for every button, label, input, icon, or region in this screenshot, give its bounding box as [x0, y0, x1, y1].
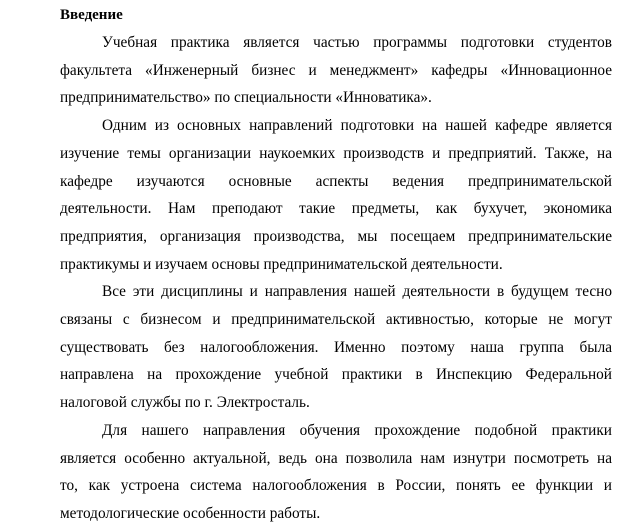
section-heading: Введение [60, 7, 123, 23]
paragraph-taxation [60, 278, 612, 417]
paragraph-department-focus [60, 112, 612, 278]
paragraph-line: связаны с бизнесом и предпринимательской активностью, которые не могут [60, 311, 612, 329]
paragraph-line: предприятия, организация производства, мы посещаем предпринимательские [60, 227, 612, 245]
paragraph-line: налоговой службы по г. Электросталь. [60, 394, 310, 412]
paragraph-line: деятельности. Нам преподают такие предметы, как бухучет, экономика [60, 200, 612, 218]
paragraph-line: то, как устроена система налогообложения в России, понять ее функции и [60, 477, 612, 495]
paragraph-line: Все эти дисциплины и направления нашей деятельности в будущем тесно [102, 283, 612, 301]
paragraph-line: Учебная практика является частью программы подготовки студентов [102, 34, 612, 51]
document-page [60, 5, 612, 528]
paragraph-line: Одним из основных направлений подготовки на нашей кафедре является [102, 117, 612, 135]
paragraph-line: направлена на прохождение учебной практики в Инспекцию Федеральной [60, 366, 612, 384]
paragraph-line: факультета «Инженерный бизнес и менеджмент» кафедры «Инновационное [60, 61, 612, 79]
paragraph-line: является особенно актуальной, ведь она позволила нам изнутри посмотреть на [60, 449, 612, 467]
paragraph-line: кафедре изучаются основные аспекты ведения предпринимательской [60, 172, 612, 190]
paragraph-line: Для нашего направления обучения прохождение подобной практики [102, 421, 612, 439]
paragraph-line: практикумы и изучаем основы предпринимательской деятельности. [60, 255, 503, 273]
paragraph-intro [60, 29, 612, 112]
paragraph-line: методологические особенности работы. [60, 504, 321, 522]
paragraph-line: изучение темы организации наукоемких производств и предприятий. Также, на [60, 144, 612, 162]
paragraph-line: предпринимательство» по специальности «Инноватика». [60, 89, 432, 107]
paragraph-line: существовать без налогообложения. Именно поэтому наша группа была [60, 338, 612, 356]
paragraph-relevance [60, 417, 612, 528]
